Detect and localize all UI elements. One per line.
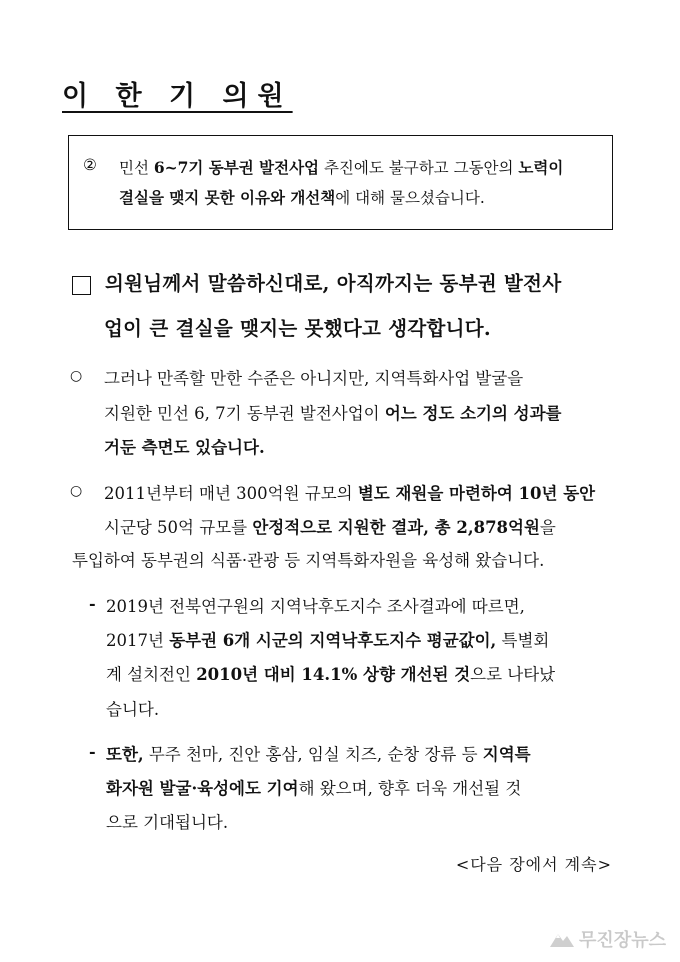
answer-line-2: 업이 큰 결실을 맺지는 못했다고 생각합니다.	[104, 317, 491, 340]
sub1-line-1	[106, 593, 525, 617]
paragraph1-line-3	[104, 434, 265, 458]
paragraph1-line-2	[104, 400, 561, 424]
text-segment: 시군당 50억 규모를	[104, 518, 253, 537]
text-segment: 2017년	[106, 631, 170, 650]
text-segment: 지역특	[482, 745, 531, 764]
text-segment: 결실을 맺지 못한 이유와 개선책	[119, 188, 336, 207]
text-segment: 2011년부터 매년 300억원 규모의	[104, 484, 358, 503]
text-segment: 민선	[119, 159, 154, 177]
paragraph2-line-1	[104, 480, 595, 504]
text-segment: 추진에도 불구하고 그동안의	[319, 159, 519, 177]
question-number: ②	[83, 156, 97, 174]
question-line-1	[119, 156, 563, 178]
answer-line-1: 의원님께서 말씀하신대로, 아직까지는 동부권 발전사	[105, 272, 562, 295]
sub1-dash: -	[89, 594, 96, 613]
text-segment: 별도 재원을 마련하여 10년 동안	[357, 484, 596, 503]
question-line-2	[119, 186, 485, 208]
paragraph2-bullet: ○	[70, 483, 83, 499]
paragraph1-bullet: ○	[70, 368, 83, 384]
sub2-line-3	[106, 809, 228, 833]
text-segment: 또한,	[106, 745, 144, 764]
text-segment: 2019년 전북연구원의 지역낙후도지수 조사결과에 따르면,	[106, 597, 525, 616]
text-segment: 2010년 대비 14.1% 상향 개선된 것	[196, 665, 471, 684]
text-segment: 으로 나타났	[470, 665, 556, 684]
text-segment: 지원한 민선 6, 7기 동부권 발전사업이	[104, 404, 385, 423]
sub1-line-4	[106, 696, 159, 720]
paragraph2-line-2	[104, 514, 556, 538]
text-segment: 습니다.	[106, 700, 160, 719]
text-segment: 화자원 발굴·육성에도 기여	[106, 779, 299, 798]
paragraph1-line-1	[104, 365, 523, 389]
question-box	[68, 135, 613, 230]
text-segment: 거둔 측면도 있습니다.	[104, 438, 265, 457]
continued-note: <다음 장에서 계속>	[455, 855, 612, 874]
text-segment: 노력이	[518, 158, 564, 177]
sub2-line-1	[106, 741, 531, 765]
text-segment: 무주 천마, 진안 홍삼, 임실 치즈, 순창 장류 등	[143, 745, 483, 764]
text-segment: 으로 기대됩니다.	[106, 813, 229, 832]
text-segment: 동부권 6개 시군의 지역낙후도지수 평균값이,	[169, 631, 497, 650]
text-segment: 어느 정도 소기의 성과를	[384, 404, 562, 423]
watermark-text: 무진장뉴스	[579, 930, 666, 950]
text-segment: 투입하여 동부권의 식품·관광 등 지역특화자원을 육성해 왔습니다.	[72, 551, 545, 570]
sub1-line-3	[106, 661, 555, 685]
text-segment: 그러나 만족할 만한 수준은 아니지만, 지역특화사업 발굴을	[104, 369, 524, 388]
text-segment: 안정적으로 지원한 결과, 총 2,878억원	[252, 518, 540, 537]
text-segment: 해 왔으며, 향후 더욱 개선될 것	[298, 779, 522, 798]
page-title: 이 한 기 의원	[62, 81, 293, 112]
sub1-line-2	[106, 627, 549, 651]
sub2-dash: -	[89, 742, 96, 761]
sub2-line-2	[106, 775, 521, 799]
mountain-logo-icon	[549, 930, 575, 948]
text-segment: 특별회	[496, 631, 550, 650]
text-segment: 계 설치전인	[106, 665, 197, 684]
text-segment: 을	[539, 518, 556, 537]
text-segment: 에 대해 물으셨습니다.	[335, 189, 485, 207]
text-segment: 6~7기 동부권 발전사업	[153, 158, 320, 177]
paragraph2-line-3	[72, 547, 544, 571]
answer-square-marker	[72, 276, 91, 295]
watermark	[549, 926, 666, 952]
